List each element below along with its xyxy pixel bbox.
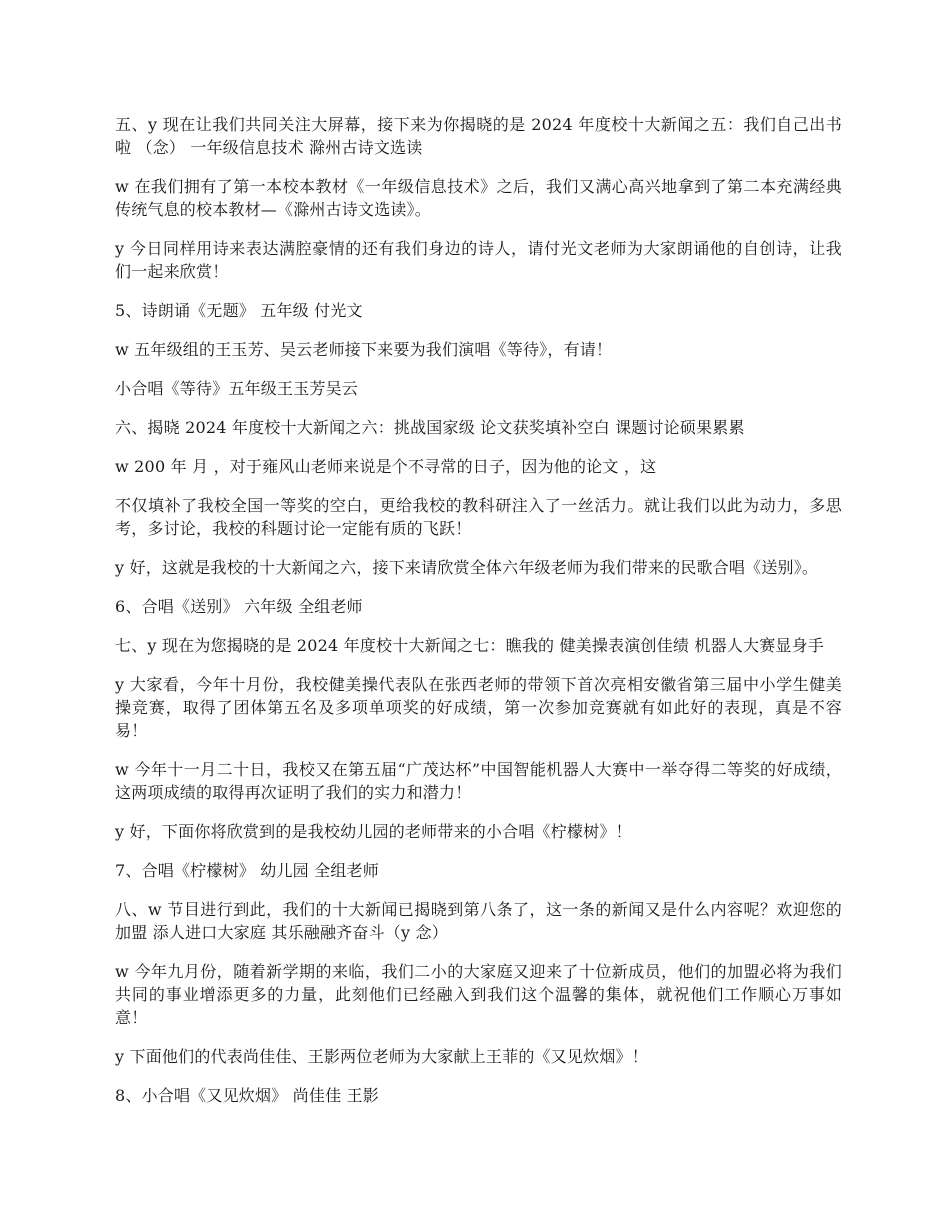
program-item-7: 7、合唱《柠檬树》 幼儿园 全组老师	[115, 861, 379, 880]
program-item-8: 8、小合唱《又见炊烟》 尚佳佳 王影	[115, 1086, 379, 1105]
paragraph-news-8-intro: 八、w 节目进行到此，我们的十大新闻已揭晓到第八条了，这一条的新闻又是什么内容呢？欢迎您的加盟 添人进口大家庭 其乐融融齐奋斗（y 念）	[115, 900, 842, 942]
program-item-6: 6、合唱《送别》 六年级 全组老师	[115, 597, 363, 616]
paragraph-news-5-intro: 五、y 现在让我们共同关注大屏幕，接下来为你揭晓的是 2024 年度校十大新闻之五：我们自己出书啦 （念） 一年级信息技术 滁州古诗文选读	[115, 115, 842, 157]
paragraph-robotics: w 今年十一月二十日，我校又在第五届“广茂达杯”中国智能机器人大赛中一举夺得二等奖的好成绩，这两项成绩的取得再次证明了我们的实力和潜力！	[115, 760, 842, 802]
paragraph-news-6-intro: 六、揭晓 2024 年度校十大新闻之六：挑战国家级 论文获奖填补空白 课题讨论硕果累累	[115, 418, 745, 437]
document-body	[115, 113, 842, 1123]
paragraph-thesis: w 200 年 月 ，对于雍风山老师来说是个不寻常的日子，因为他的论文 ，这	[115, 457, 657, 476]
paragraph-aerobics: y 大家看，今年十月份，我校健美操代表队在张西老师的带领下首次亮相安徽省第三届中小学生健美操竞赛，取得了团体第五名及多项单项奖的好成绩，第一次参加竞赛就有如此好的表现，真是不容易！	[115, 675, 842, 740]
paragraph-news-7-intro: 七、y 现在为您揭晓的是 2024 年度校十大新闻之七：瞧我的 健美操表演创佳绩 机器人大赛显身手	[115, 636, 824, 655]
program-item-waiting: 小合唱《等待》五年级王玉芳吴云	[115, 379, 359, 398]
program-item-5: 5、诗朗诵《无题》 五年级 付光文	[115, 301, 363, 320]
paragraph-textbook: w 在我们拥有了第一本校本教材《一年级信息技术》之后，我们又满心高兴地拿到了第二本充满经典传统气息的校本教材—《滁州古诗文选读》。	[115, 177, 842, 219]
paragraph-thesis-impact: 不仅填补了我校全国一等奖的空白，更给我校的教科研注入了一丝活力。就让我们以此为动力，多思考，多讨论，我校的科题讨论一定能有质的飞跃！	[115, 496, 842, 538]
paragraph-new-members: w 今年九月份，随着新学期的来临，我们二小的大家庭又迎来了十位新成员，他们的加盟必将为我们共同的事业增添更多的力量，此刻他们已经融入到我们这个温馨的集体，就祝他们工作顺心万事如意！	[115, 962, 842, 1027]
paragraph-farewell-intro: y 好，这就是我校的十大新闻之六，接下来请欣赏全体六年级老师为我们带来的民歌合唱《送别》。	[115, 558, 819, 577]
paragraph-poet-intro: y 今日同样用诗来表达满腔豪情的还有我们身边的诗人，请付光文老师为大家朗诵他的自创诗，让我们一起来欣赏！	[115, 239, 842, 281]
paragraph-lemon-tree-intro: y 好，下面你将欣赏到的是我校幼儿园的老师带来的小合唱《柠檬树》！	[115, 822, 632, 841]
paragraph-waiting-intro: w 五年级组的王玉芳、吴云老师接下来要为我们演唱《等待》，有请！	[115, 340, 613, 359]
paragraph-smoke-intro: y 下面他们的代表尚佳佳、王影两位老师为大家献上王菲的《又见炊烟》！	[115, 1047, 648, 1066]
